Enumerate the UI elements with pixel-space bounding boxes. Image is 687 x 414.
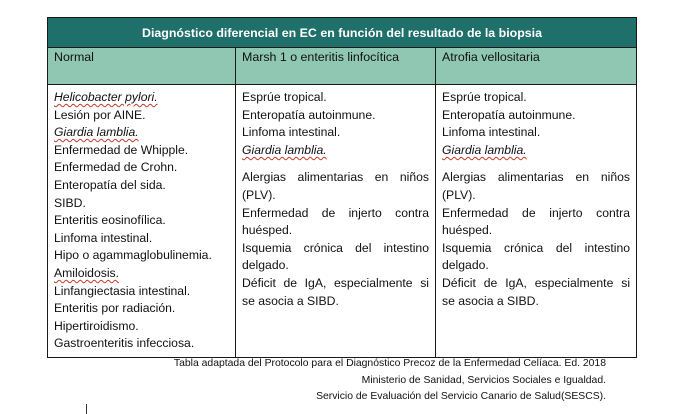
spacer	[242, 159, 429, 169]
column-header-marsh-label: Marsh 1 o enteritis linfocítica	[242, 50, 400, 64]
column-header-normal: Normal	[48, 48, 236, 85]
list-item: (PLV).	[242, 187, 276, 202]
caption-line: Ministerio de Sanidad, Servicios Sociales e Igualdad.	[361, 374, 606, 386]
list-item: huésped.	[242, 223, 293, 238]
list-item: Linfangiectasia intestinal.	[54, 283, 191, 298]
marsh-cell	[236, 85, 436, 358]
list-item: Enfermedad de Whipple.	[54, 142, 189, 157]
list-item: Amiloidosis.	[54, 265, 120, 280]
column-header-atrofia	[436, 48, 637, 85]
list-item: Giardia lamblia.	[242, 142, 327, 157]
list-item: Esprúe tropical.	[442, 90, 527, 104]
list-item: Giardia lamblia.	[442, 142, 527, 157]
caption-line: Servicio de Evaluación del Servicio Canario de Salud(SESCS).	[316, 391, 606, 402]
normal-cell	[48, 85, 236, 358]
atrofia-cell	[436, 85, 637, 358]
list-item: Gastroenteritis infecciosa.	[54, 336, 195, 351]
list-item: huésped.	[442, 223, 493, 238]
list-item: SIBD.	[54, 195, 86, 210]
list-item: Linfoma intestinal.	[54, 230, 153, 245]
column-header-marsh	[236, 48, 436, 85]
table-caption	[174, 356, 606, 406]
list-item: delgado.	[442, 258, 489, 273]
list-item: Enteritis eosinofílica.	[54, 213, 166, 228]
list-item: Enteritis por radiación.	[54, 301, 176, 316]
list-item: (PLV).	[442, 187, 476, 202]
text-cursor	[86, 404, 87, 414]
list-item: Déficit de IgA, especialmente si	[442, 275, 631, 290]
list-item: Esprúe tropical.	[242, 90, 327, 104]
list-item: Enfermedad de injerto contra	[242, 205, 429, 220]
list-item: Linfoma intestinal.	[442, 125, 541, 140]
list-item: Enteropatía del sida.	[54, 177, 166, 192]
list-item: se asocia a SIBD.	[242, 293, 339, 308]
list-item: Enfermedad de Crohn.	[54, 160, 178, 175]
list-item: Déficit de IgA, especialmente si	[242, 275, 429, 290]
list-item: se asocia a SIBD.	[442, 293, 539, 308]
list-item: Helicobacter pylori.	[54, 90, 158, 104]
list-item: Hipertiroidismo.	[54, 318, 139, 333]
list-item: Enteropatía autoinmune.	[442, 107, 576, 122]
list-item: delgado.	[242, 258, 289, 273]
list-item: Isquemia crónica del intestino	[442, 240, 631, 255]
list-item: Alergias alimentarias en niños	[442, 170, 631, 185]
spacer	[442, 159, 630, 169]
list-item: Hipo o agammaglobulinemia.	[54, 248, 212, 263]
list-item: Lesión por AINE.	[54, 107, 146, 122]
table-title: Diagnóstico diferencial en EC en función del resultado de la biopsia	[48, 18, 637, 48]
differential-diagnosis-table	[47, 17, 637, 358]
column-header-atrofia-label: Atrofia vellositaria	[442, 50, 540, 64]
caption-line: Tabla adaptada del Protocolo para el Diagnóstico Precoz de la Enfermedad Celíaca. Ed. 2018	[173, 358, 606, 369]
list-item: Enteropatía autoinmune.	[242, 107, 376, 122]
list-item: Giardia lamblia.	[54, 125, 139, 140]
list-item: Alergias alimentarias en niños	[242, 170, 429, 185]
list-item: Linfoma intestinal.	[242, 125, 341, 140]
list-item: Isquemia crónica del intestino	[242, 240, 429, 255]
list-item: Enfermedad de injerto contra	[442, 205, 631, 220]
